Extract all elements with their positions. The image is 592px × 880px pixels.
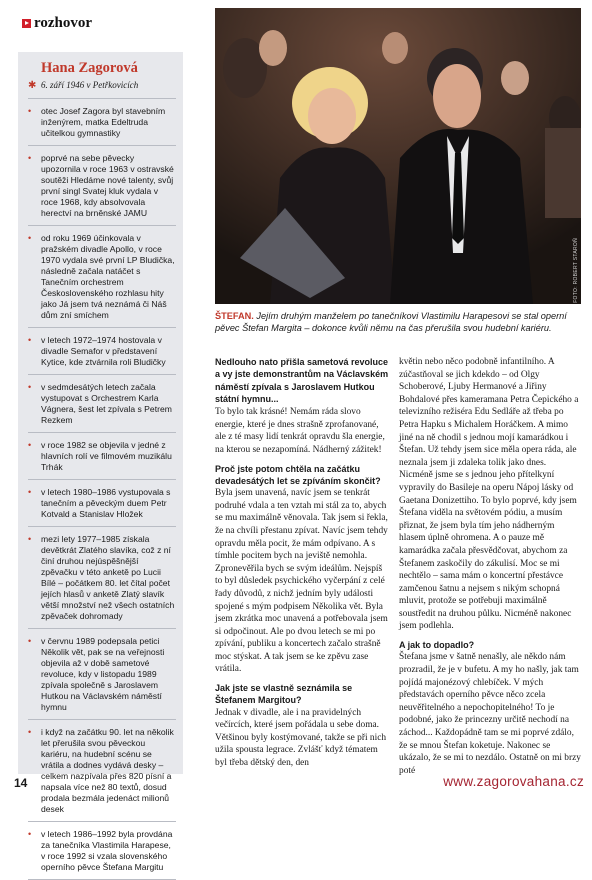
sidebar-birth <box>28 80 176 99</box>
biography-item <box>28 527 176 629</box>
interview-question: Proč jste potom chtěla na začátku devadesátých let se zpíváním skončit? <box>215 463 381 486</box>
birth-text: 6. září 1946 v Petřkovicích <box>41 80 139 90</box>
biography-item <box>28 480 176 527</box>
bullet-icon: • <box>28 153 32 163</box>
bullet-icon: • <box>28 335 32 345</box>
biography-item <box>28 629 176 720</box>
biography-item-text: v letech 1972–1974 hostovala v divadle Semafor v představení Kytice, kde ztvárnila roli Bludičky <box>41 335 166 367</box>
article-column-2 <box>399 356 581 777</box>
biography-item <box>28 226 176 328</box>
biography-item <box>28 375 176 433</box>
biography-item-text: v červnu 1989 podepsala petici Několik vět, pak se na veřejnosti objevila až v době sametové revoluce, kdy v listopadu 1989 zpívala společně s Jaroslavem Hutkou na Václavském náměstí hymnu <box>41 636 165 712</box>
caption-text: Jejím druhým manželem po tanečníkovi Vlastimilu Harapesovi se stal operní pěvec Štefan Margita – dokonce kvůli němu na čas přerušila svou hudební kariéru. <box>215 311 567 333</box>
interview-question: A jak to dopadlo? <box>399 640 475 651</box>
biography-item-text: mezi lety 1977–1985 získala devětkrát Zlatého slavíka, což z ní činí druhou nejúspěšnější zpěvačku v této anketě po Lucii Bílé – počátkem 80. let čítal počet jejích hlasů v anketě Zlatý slavík větší množství než všech ostatních zpěvaček dohromady <box>41 534 175 621</box>
biography-item-text: v letech 1986–1992 byla provdána za tanečníka Vlastimila Harapese, v roce 1992 si vzala slovenského operního pěvce Štefana Margitu <box>41 829 173 872</box>
caption-lead: ŠTEFAN. <box>215 311 254 321</box>
biography-item-text: od roku 1969 účinkovala v pražském divadle Apollo, v roce 1970 vydala své první LP Bludička, následně začala natáčet s Tanečním orchestrem Československého rozhlasu hity jako Já jsem tvá neznámá či Náš dům zní smíchem <box>41 233 175 320</box>
bullet-icon: • <box>28 829 32 839</box>
biography-item <box>28 720 176 822</box>
article-paragraph: To bylo tak krásné! Nemám ráda slovo energie, které je dnes strašně zprofanované, ale z té masy lidí tenkrát opravdu šla energie, na kterou se nezapomíná. Nádherný zážitek! <box>215 407 385 455</box>
article-paragraph: Štefana jsme v šatně nenašly, ale někdo nám prozradil, že je v bufetu. A my ho našly, jak tam pojídá majonézový chlebíček. V mých představách operního pěvce něco zcela neuvěřitelného a nepochopitelného! To je podobné, jako že princezny určitě nechodí na záchod... Každopádně tam se mi poprvé zdálo, že se mnou Štefan koketuje. Nakonec se ukázalo, že se mi to nezdálo. Ostatně on mi brzy poté <box>399 652 581 776</box>
bullet-icon: • <box>28 382 32 392</box>
page-number: 14 <box>14 776 28 790</box>
biography-item <box>28 99 176 146</box>
biography-list <box>28 99 176 880</box>
article-paragraph: Jednak v divadle, ale i na pravidelných večírcích, které jsem pořádala u sebe doma. Většinou byly kostýmované, takže se při nich užila spousta legrace. Zvlášť když tématem byl třeba dětský den, den <box>215 707 387 769</box>
biography-item-text: v roce 1982 se objevila v jedné z hlavních rolí ve filmovém muzikálu Trhák <box>41 440 172 472</box>
biography-item <box>28 433 176 480</box>
bullet-icon: • <box>28 106 32 116</box>
article-paragraph: květin nebo něco podobně infantilního. A zúčastňoval se jich kdekdo – od Olgy Schoberové, Ljuby Hermanové a Jiřiny Bohdalové přes kameramana Petra Čepického a televizního režiséra Edu Sedláře až třeba po Petra Hapku s Michalem Horáčkem. A mimo jiné na ně chodil s jednou mojí kamarádkou i Štefan. Už tehdy jsem sice měla opera ráda, ale neznala jsem ji zdaleka tolik jako dnes. Nicméně jsme se s jednou jeho přítelkyní vypravily do Basileje na operu Nápoj lásky od Gaetana Donizettiho. To bylo poprvé, kdy jsem Štefana viděla na světovém pódiu, a musím přiznat, že jsem byla tím jeho nádherným hlasem úplně ohromena. A o pauze mě kamarádka začala přesvědčovat, abychom za Štefanem zaskočily do zákulisí. Moc se mi nechtělo – sama mám o koncertní přestávce zamčenou šatnu a nejsem s nikým schopná mluvit, protože se potřebuji maximálně soustředit na druhou půlku. Nicméně nakonec jsem podlehla. <box>399 357 579 632</box>
section-header <box>22 13 92 33</box>
bullet-icon: • <box>28 636 32 646</box>
article-paragraph: Byla jsem unavená, navíc jsem se tenkrát podruhé vdala a ten vztah mi stál za to, abych se mu maximálně věnovala. Tak jsem si řekla, že na chvíli přestanu zpívat. Navíc jsem tehdy opravdu měla pocit, že mám odpívano. A s tímhle pocitem bych na jeviště nemohla. Zpronevěřila bych se svým ideálům. Nejspíš to byl důsledek psychického vyčerpání z celé řady důvodů, z nichž jedním byly události spojené s mým podpisem Několika vět. Byla jsem zkrátka moc unavená a potřebovala jsem si odpočinout. Ale po dvou letech se mi po zpívání, publiku a koncertech začalo strašně moc stýskat. A tak jsem se ke zpěvu zase vrátila. <box>215 488 388 675</box>
biography-item <box>28 328 176 375</box>
interview-question: Jak jste se vlastně seznámila se Štefanem Margitou? <box>215 683 353 706</box>
star-icon: ✱ <box>28 80 37 91</box>
article-column-1 <box>215 356 391 770</box>
biography-item <box>28 822 176 880</box>
photo-caption <box>215 310 581 334</box>
biography-item-text: poprvé na sebe pěvecky upozornila v roce 1963 v ostravské soutěži Hledáme nové talenty, svůj první singl Svatej kluk vydala v roce 1968, kdy absolvovala herectví na brněnské JAMU <box>41 153 174 218</box>
bullet-icon: • <box>28 534 32 544</box>
biography-item <box>28 146 176 226</box>
bullet-icon: • <box>28 727 32 737</box>
bullet-icon: • <box>28 440 32 450</box>
bullet-icon: • <box>28 487 32 497</box>
arrow-marker-icon <box>22 19 31 28</box>
biography-item-text: i když na začátku 90. let na několik let přerušila svou pěveckou kariéru, na hudební scénu se vrátila a dodnes vydává desky – celkem nazpívala přes 820 písní a napsala více než 80 textů, dosud prodala bezmála jedenáct milionů desek <box>41 727 174 814</box>
biography-item-text: v letech 1980–1986 vystupovala s tanečním a pěveckým duem Petr Kotvald a Stanislav Hložek <box>41 487 171 519</box>
photo-credit: FOTO: ROBERT STAROŇ <box>573 238 579 303</box>
bullet-icon: • <box>28 233 32 243</box>
sidebar-name: Hana Zagorová <box>41 60 138 76</box>
article-photo <box>215 8 581 304</box>
section-title: rozhovor <box>34 14 93 31</box>
website-url: www.zagorovahana.cz <box>443 774 584 789</box>
article-lead: Nedlouho nato přišla sametová revoluce a vy jste demonstrantům na Václavském náměstí zpívala s Jaroslavem Hutkou státní hymnu... <box>215 357 389 404</box>
photo-illustration <box>215 8 581 304</box>
biography-item-text: otec Josef Zagora byl stavebním inženýrem, matka Edeltruda učitelkou gymnastiky <box>41 106 166 138</box>
biography-item-text: v sedmdesátých letech začala vystupovat s Orchestrem Karla Vágnera, šest let zpívala s Petrem Rezkem <box>41 382 172 425</box>
